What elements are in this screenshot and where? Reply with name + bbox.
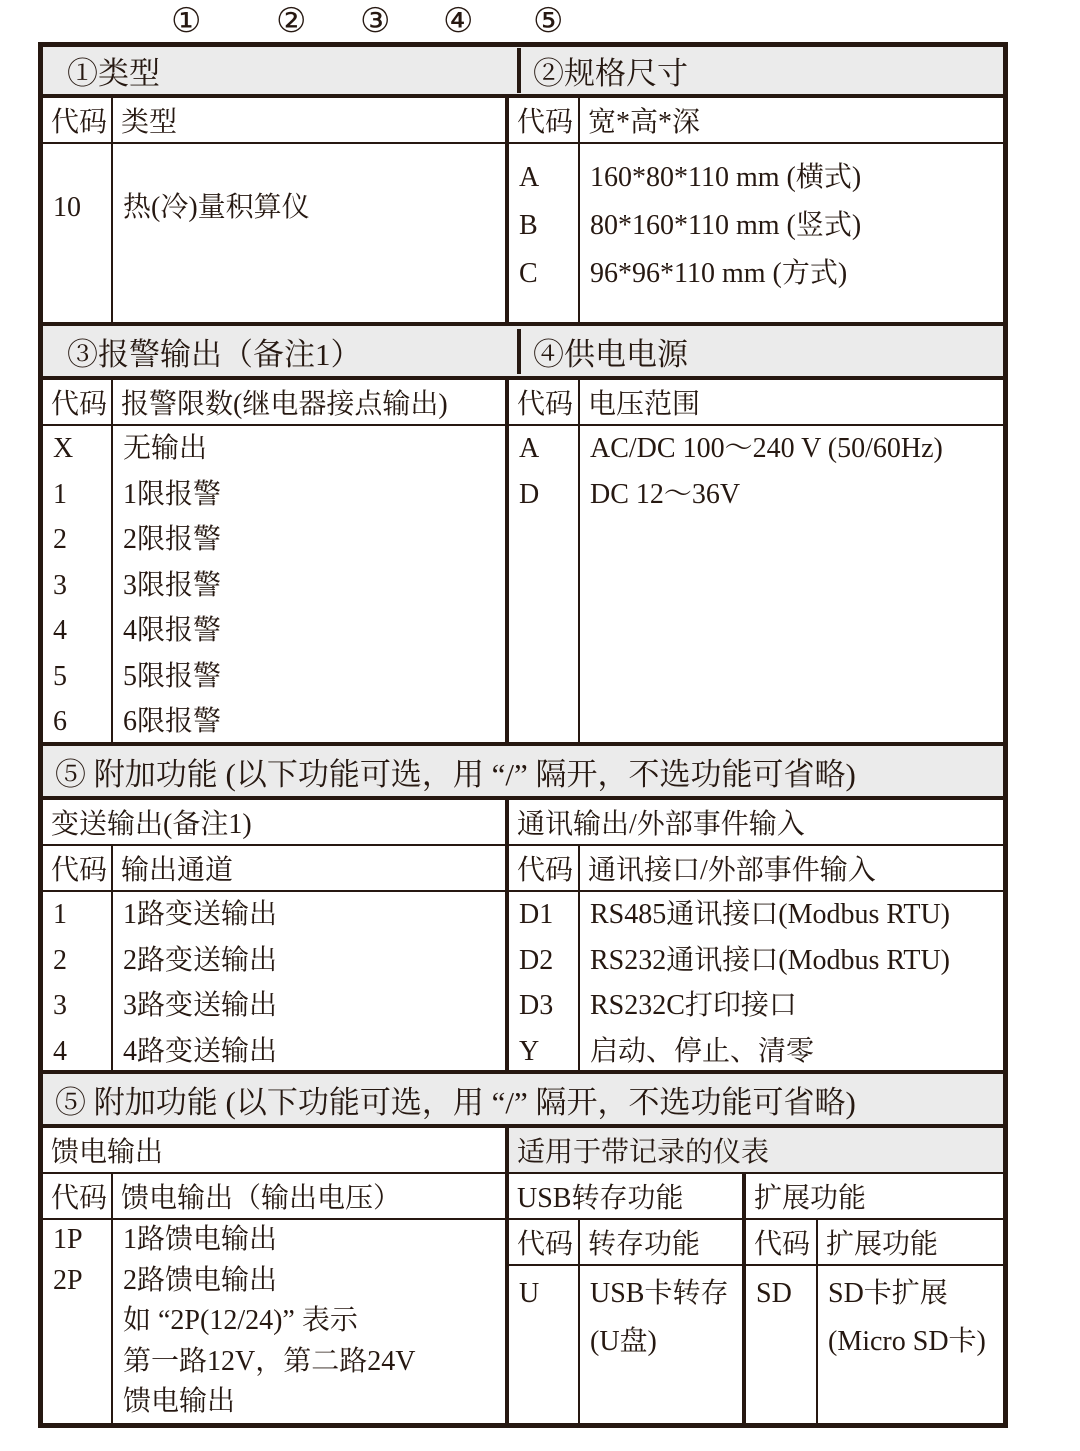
alarm-desc-5: 5限报警 <box>123 660 222 692</box>
transmit-desc-2: 2路变送输出 <box>123 944 278 976</box>
feed-note-line-1: 如 “2P(12/24)” 表示 <box>123 1305 358 1336</box>
usb-body <box>509 1266 742 1423</box>
comm-code-y: Y <box>519 1035 540 1067</box>
alarm-code-header: 代码 <box>43 380 113 424</box>
record-block <box>509 1174 1003 1423</box>
feed-column-header <box>43 1174 505 1220</box>
record-subtitle: 适用于带记录的仪表 <box>509 1128 1003 1172</box>
size-desc-a: 160*80*110 mm (横式) <box>590 162 862 193</box>
comm-desc-cell <box>580 892 1003 1070</box>
type-desc-header: 类型 <box>121 107 178 138</box>
alarm-desc-cell <box>113 426 505 742</box>
feed-record-body <box>43 1174 1003 1423</box>
alarm-desc-3: 3限报警 <box>123 569 222 601</box>
ext-desc-cell <box>818 1266 1003 1423</box>
type-code-cell <box>43 144 113 322</box>
comm-subtitle: 通讯输出/外部事件输入 <box>517 809 805 840</box>
power-desc-a: AC/DC 100～240 V (50/60Hz) <box>590 433 943 464</box>
size-desc-header: 宽*高*深 <box>588 107 701 138</box>
section-header-row-1 <box>43 47 1003 98</box>
column-header-row-3 <box>43 846 1003 892</box>
type-size-body <box>43 144 1003 326</box>
type-desc-value: 热(冷)量积算仪 <box>123 192 310 223</box>
transmit-desc-3: 3路变送输出 <box>123 990 278 1021</box>
comm-code-d1: D1 <box>519 899 554 930</box>
alarm-code-4: 4 <box>53 615 67 646</box>
alarm-code-cell <box>43 426 113 742</box>
section-addon-title-1 <box>43 746 1003 800</box>
feed-desc-2p: 2路馈电输出 <box>123 1264 278 1296</box>
alarm-desc-1: 1限报警 <box>123 478 222 510</box>
feed-note-line-3: 馈电输出 <box>123 1386 236 1417</box>
alarm-code-5: 5 <box>53 660 67 692</box>
usb-desc-line-1: USB卡转存 <box>590 1278 729 1309</box>
feed-code-1p: 1P <box>53 1224 83 1255</box>
section-header-row-2 <box>43 326 1003 380</box>
ext-desc-line-2: (Micro SD卡) <box>828 1326 986 1357</box>
transmit-code-cell <box>43 892 113 1070</box>
feed-subtitle: 馈电输出 <box>43 1128 509 1172</box>
alarm-desc-4: 4限报警 <box>123 615 222 646</box>
comm-desc-d3: RS232C打印接口 <box>590 990 797 1021</box>
section-addon-title-2 <box>43 1074 1003 1128</box>
ext-code-sd: SD <box>756 1278 792 1309</box>
transmit-code-4: 4 <box>53 1035 67 1067</box>
alarm-code-3: 3 <box>53 569 67 601</box>
alarm-code-6: 6 <box>53 706 67 737</box>
comm-code-d3: D3 <box>519 990 554 1021</box>
transmit-desc-1: 1路变送输出 <box>123 899 278 930</box>
comm-code-d2: D2 <box>519 944 554 976</box>
usb-block <box>509 1174 746 1423</box>
comm-desc-y: 启动、停止、清零 <box>590 1035 815 1067</box>
power-code-a: A <box>519 433 540 464</box>
column-header-row-2 <box>43 380 1003 426</box>
alarm-code-1: 1 <box>53 478 67 510</box>
transmit-subtitle: 变送输出(备注1) <box>43 800 509 844</box>
size-code-c: C <box>519 258 538 289</box>
position-marker-1: ① <box>171 3 202 40</box>
type-code-header: 代码 <box>43 98 113 142</box>
feed-code-2p: 2P <box>53 1264 83 1296</box>
model-code-position-markers <box>0 2 1080 42</box>
usb-title: USB转存功能 <box>509 1174 742 1220</box>
size-code-a: A <box>519 162 540 193</box>
ext-desc-line-1: SD卡扩展 <box>828 1278 948 1309</box>
alarm-desc-x: 无输出 <box>123 433 208 464</box>
feed-block <box>43 1174 509 1423</box>
feed-desc-1p: 1路馈电输出 <box>123 1224 278 1255</box>
transmit-desc-cell <box>113 892 505 1070</box>
position-marker-5: ⑤ <box>533 3 564 40</box>
power-desc-header: 电压范围 <box>588 389 701 420</box>
size-desc-cell <box>580 144 1003 322</box>
transmit-desc-4: 4路变送输出 <box>123 1035 278 1067</box>
type-desc-cell <box>113 144 505 322</box>
alarm-desc-6: 6限报警 <box>123 706 222 737</box>
comm-desc-header: 通讯接口/外部事件输入 <box>588 855 876 886</box>
usb-code-cell <box>509 1266 580 1423</box>
transmit-desc-header: 输出通道 <box>121 855 234 886</box>
alarm-power-body <box>43 426 1003 746</box>
ext-code-header: 代码 <box>746 1220 818 1264</box>
comm-code-cell <box>509 892 580 1070</box>
transmit-code-3: 3 <box>53 990 67 1021</box>
transmit-comm-body <box>43 892 1003 1074</box>
usb-desc-header: 转存功能 <box>588 1229 701 1260</box>
power-code-header: 代码 <box>509 380 580 424</box>
section-size-title: ②规格尺寸 <box>533 56 688 91</box>
size-code-b: B <box>519 210 538 241</box>
alarm-desc-header: 报警限数(继电器接点输出) <box>121 389 448 420</box>
ext-block <box>746 1174 1003 1423</box>
section-power-title: ④供电电源 <box>533 336 688 372</box>
size-desc-c: 96*96*110 mm (方式) <box>590 258 848 289</box>
feed-note-line-2: 第一路12V，第二路24V <box>123 1345 416 1377</box>
feed-body <box>43 1220 505 1423</box>
position-marker-4: ④ <box>443 3 474 40</box>
position-marker-3: ③ <box>360 3 391 40</box>
feed-desc-header: 馈电输出（输出电压） <box>121 1183 402 1214</box>
section-type-title: ①类型 <box>55 48 521 93</box>
addon-header-text-1: ⑤ 附加功能 (以下功能可选，用 “/” 隔开，不选功能可省略) <box>55 756 856 792</box>
alarm-desc-2: 2限报警 <box>123 524 222 555</box>
column-header-row-1 <box>43 98 1003 144</box>
feed-desc-cell <box>113 1220 505 1423</box>
size-code-header: 代码 <box>509 98 580 142</box>
usb-desc-cell <box>580 1266 742 1423</box>
usb-column-header <box>509 1220 742 1266</box>
type-code-value: 10 <box>53 192 81 223</box>
usb-code-header: 代码 <box>509 1220 580 1264</box>
ext-desc-header: 扩展功能 <box>826 1229 939 1260</box>
ext-body <box>746 1266 1003 1423</box>
position-marker-2: ② <box>276 3 307 40</box>
ext-title: 扩展功能 <box>746 1174 1003 1220</box>
transmit-code-header: 代码 <box>43 846 113 890</box>
comm-code-header: 代码 <box>509 846 580 890</box>
size-code-cell <box>509 144 580 322</box>
alarm-code-2: 2 <box>53 524 67 555</box>
comm-desc-d1: RS485通讯接口(Modbus RTU) <box>590 899 951 930</box>
size-desc-b: 80*160*110 mm (竖式) <box>590 210 862 241</box>
transmit-code-1: 1 <box>53 899 67 930</box>
power-code-d: D <box>519 478 540 510</box>
usb-desc-line-2: (U盘) <box>590 1326 657 1357</box>
subsection-header-row-1 <box>43 800 1003 846</box>
feed-code-cell <box>43 1220 113 1423</box>
ext-code-cell <box>746 1266 818 1423</box>
power-desc-d: DC 12～36V <box>590 478 741 510</box>
alarm-code-x: X <box>53 433 74 464</box>
usb-code-u: U <box>519 1278 540 1309</box>
section-alarm-title: ③报警输出（备注1） <box>55 329 521 374</box>
addon-header-text-2: ⑤ 附加功能 (以下功能可选，用 “/” 隔开，不选功能可省略) <box>55 1084 856 1120</box>
power-desc-cell <box>580 426 1003 742</box>
feed-code-header: 代码 <box>43 1174 113 1218</box>
subsection-header-row-2 <box>43 1128 1003 1174</box>
power-code-cell <box>509 426 580 742</box>
model-selection-table <box>38 42 1008 1428</box>
comm-desc-d2: RS232通讯接口(Modbus RTU) <box>590 944 951 976</box>
ext-column-header <box>746 1220 1003 1266</box>
transmit-code-2: 2 <box>53 944 67 976</box>
